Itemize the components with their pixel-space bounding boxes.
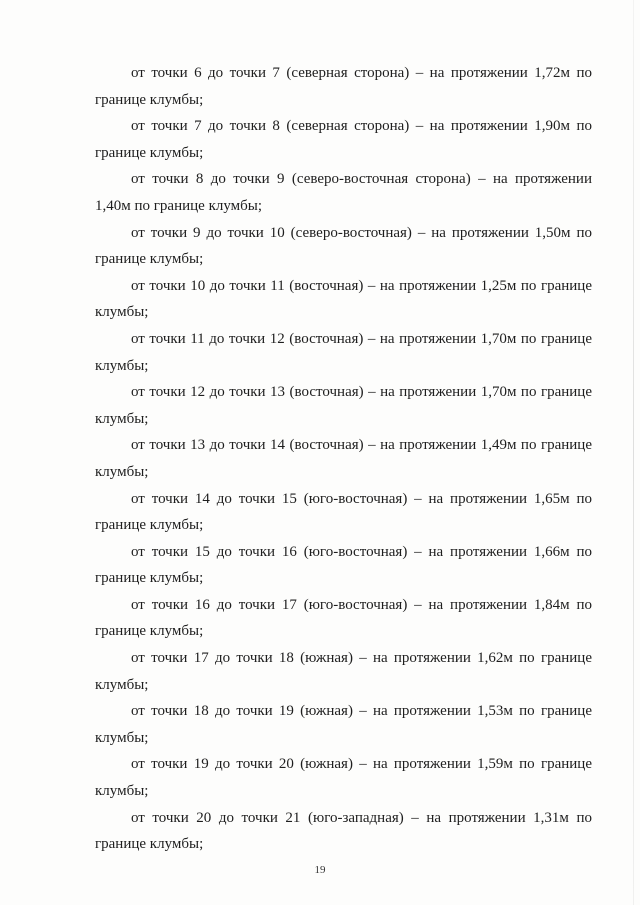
paragraph-line: от точки 19 до точки 20 (южная) – на протяжении 1,59м по границе <box>131 756 592 773</box>
boundary-paragraph <box>95 645 592 698</box>
paragraph-line: от точки 18 до точки 19 (южная) – на протяжении 1,53м по границе <box>131 703 592 720</box>
paragraph-line: от точки 13 до точки 14 (восточная) – на протяжении 1,49м по границе <box>131 437 592 454</box>
boundary-paragraph <box>95 379 592 432</box>
paragraph-continuation: клумбы; <box>95 357 149 374</box>
paragraph-continuation: клумбы; <box>95 783 149 800</box>
paragraph-line: от точки 11 до точки 12 (восточная) – на протяжении 1,70м по границе <box>131 330 592 347</box>
boundary-paragraph <box>95 805 592 858</box>
boundary-paragraph <box>95 166 592 219</box>
paragraph-line: от точки 14 до точки 15 (юго-восточная) – на протяжении 1,65м по <box>131 490 592 507</box>
page-number: 19 <box>314 864 326 876</box>
boundary-paragraph <box>95 751 592 804</box>
document-body <box>95 60 592 858</box>
boundary-paragraph <box>95 432 592 485</box>
paragraph-line: от точки 20 до точки 21 (юго-западная) – на протяжении 1,31м по <box>131 809 592 826</box>
boundary-paragraph <box>95 60 592 113</box>
paragraph-continuation: клумбы; <box>95 410 149 427</box>
scan-edge-line <box>633 0 634 905</box>
boundary-paragraph <box>95 113 592 166</box>
paragraph-continuation: границе клумбы; <box>95 570 204 587</box>
paragraph-continuation: 1,40м по границе клумбы; <box>95 197 263 214</box>
paragraph-continuation: границе клумбы; <box>95 91 204 108</box>
paragraph-line: от точки 7 до точки 8 (северная сторона) – на протяжении 1,90м по <box>131 118 592 135</box>
paragraph-continuation: границе клумбы; <box>95 144 204 161</box>
paragraph-continuation: клумбы; <box>95 729 149 746</box>
paragraph-line: от точки 6 до точки 7 (северная сторона) – на протяжении 1,72м по <box>131 65 592 81</box>
boundary-paragraph <box>95 486 592 539</box>
paragraph-line: от точки 17 до точки 18 (южная) – на протяжении 1,62м по границе <box>131 650 592 667</box>
paragraph-continuation: клумбы; <box>95 463 149 480</box>
paragraph-continuation: клумбы; <box>95 304 149 321</box>
boundary-paragraph <box>95 698 592 751</box>
paragraph-line: от точки 10 до точки 11 (восточная) – на протяжении 1,25м по границе <box>131 277 592 294</box>
boundary-paragraph <box>95 539 592 592</box>
boundary-paragraph <box>95 592 592 645</box>
paragraph-line: от точки 16 до точки 17 (юго-восточная) – на протяжении 1,84м по <box>131 596 592 613</box>
paragraph-continuation: клумбы; <box>95 676 149 693</box>
paragraph-continuation: границе клумбы; <box>95 251 204 268</box>
paragraph-line: от точки 12 до точки 13 (восточная) – на протяжении 1,70м по границе <box>131 384 592 401</box>
paragraph-continuation: границе клумбы; <box>95 836 204 853</box>
paragraph-line: от точки 9 до точки 10 (северо-восточная) – на протяжении 1,50м по <box>131 224 592 241</box>
paragraph-line: от точки 8 до точки 9 (северо-восточная сторона) – на протяжении <box>131 171 592 188</box>
boundary-paragraph <box>95 220 592 273</box>
paragraph-continuation: границе клумбы; <box>95 623 204 640</box>
paragraph-line: от точки 15 до точки 16 (юго-восточная) – на протяжении 1,66м по <box>131 543 592 560</box>
paragraph-continuation: границе клумбы; <box>95 517 204 534</box>
boundary-paragraph <box>95 326 592 379</box>
boundary-paragraph <box>95 273 592 326</box>
